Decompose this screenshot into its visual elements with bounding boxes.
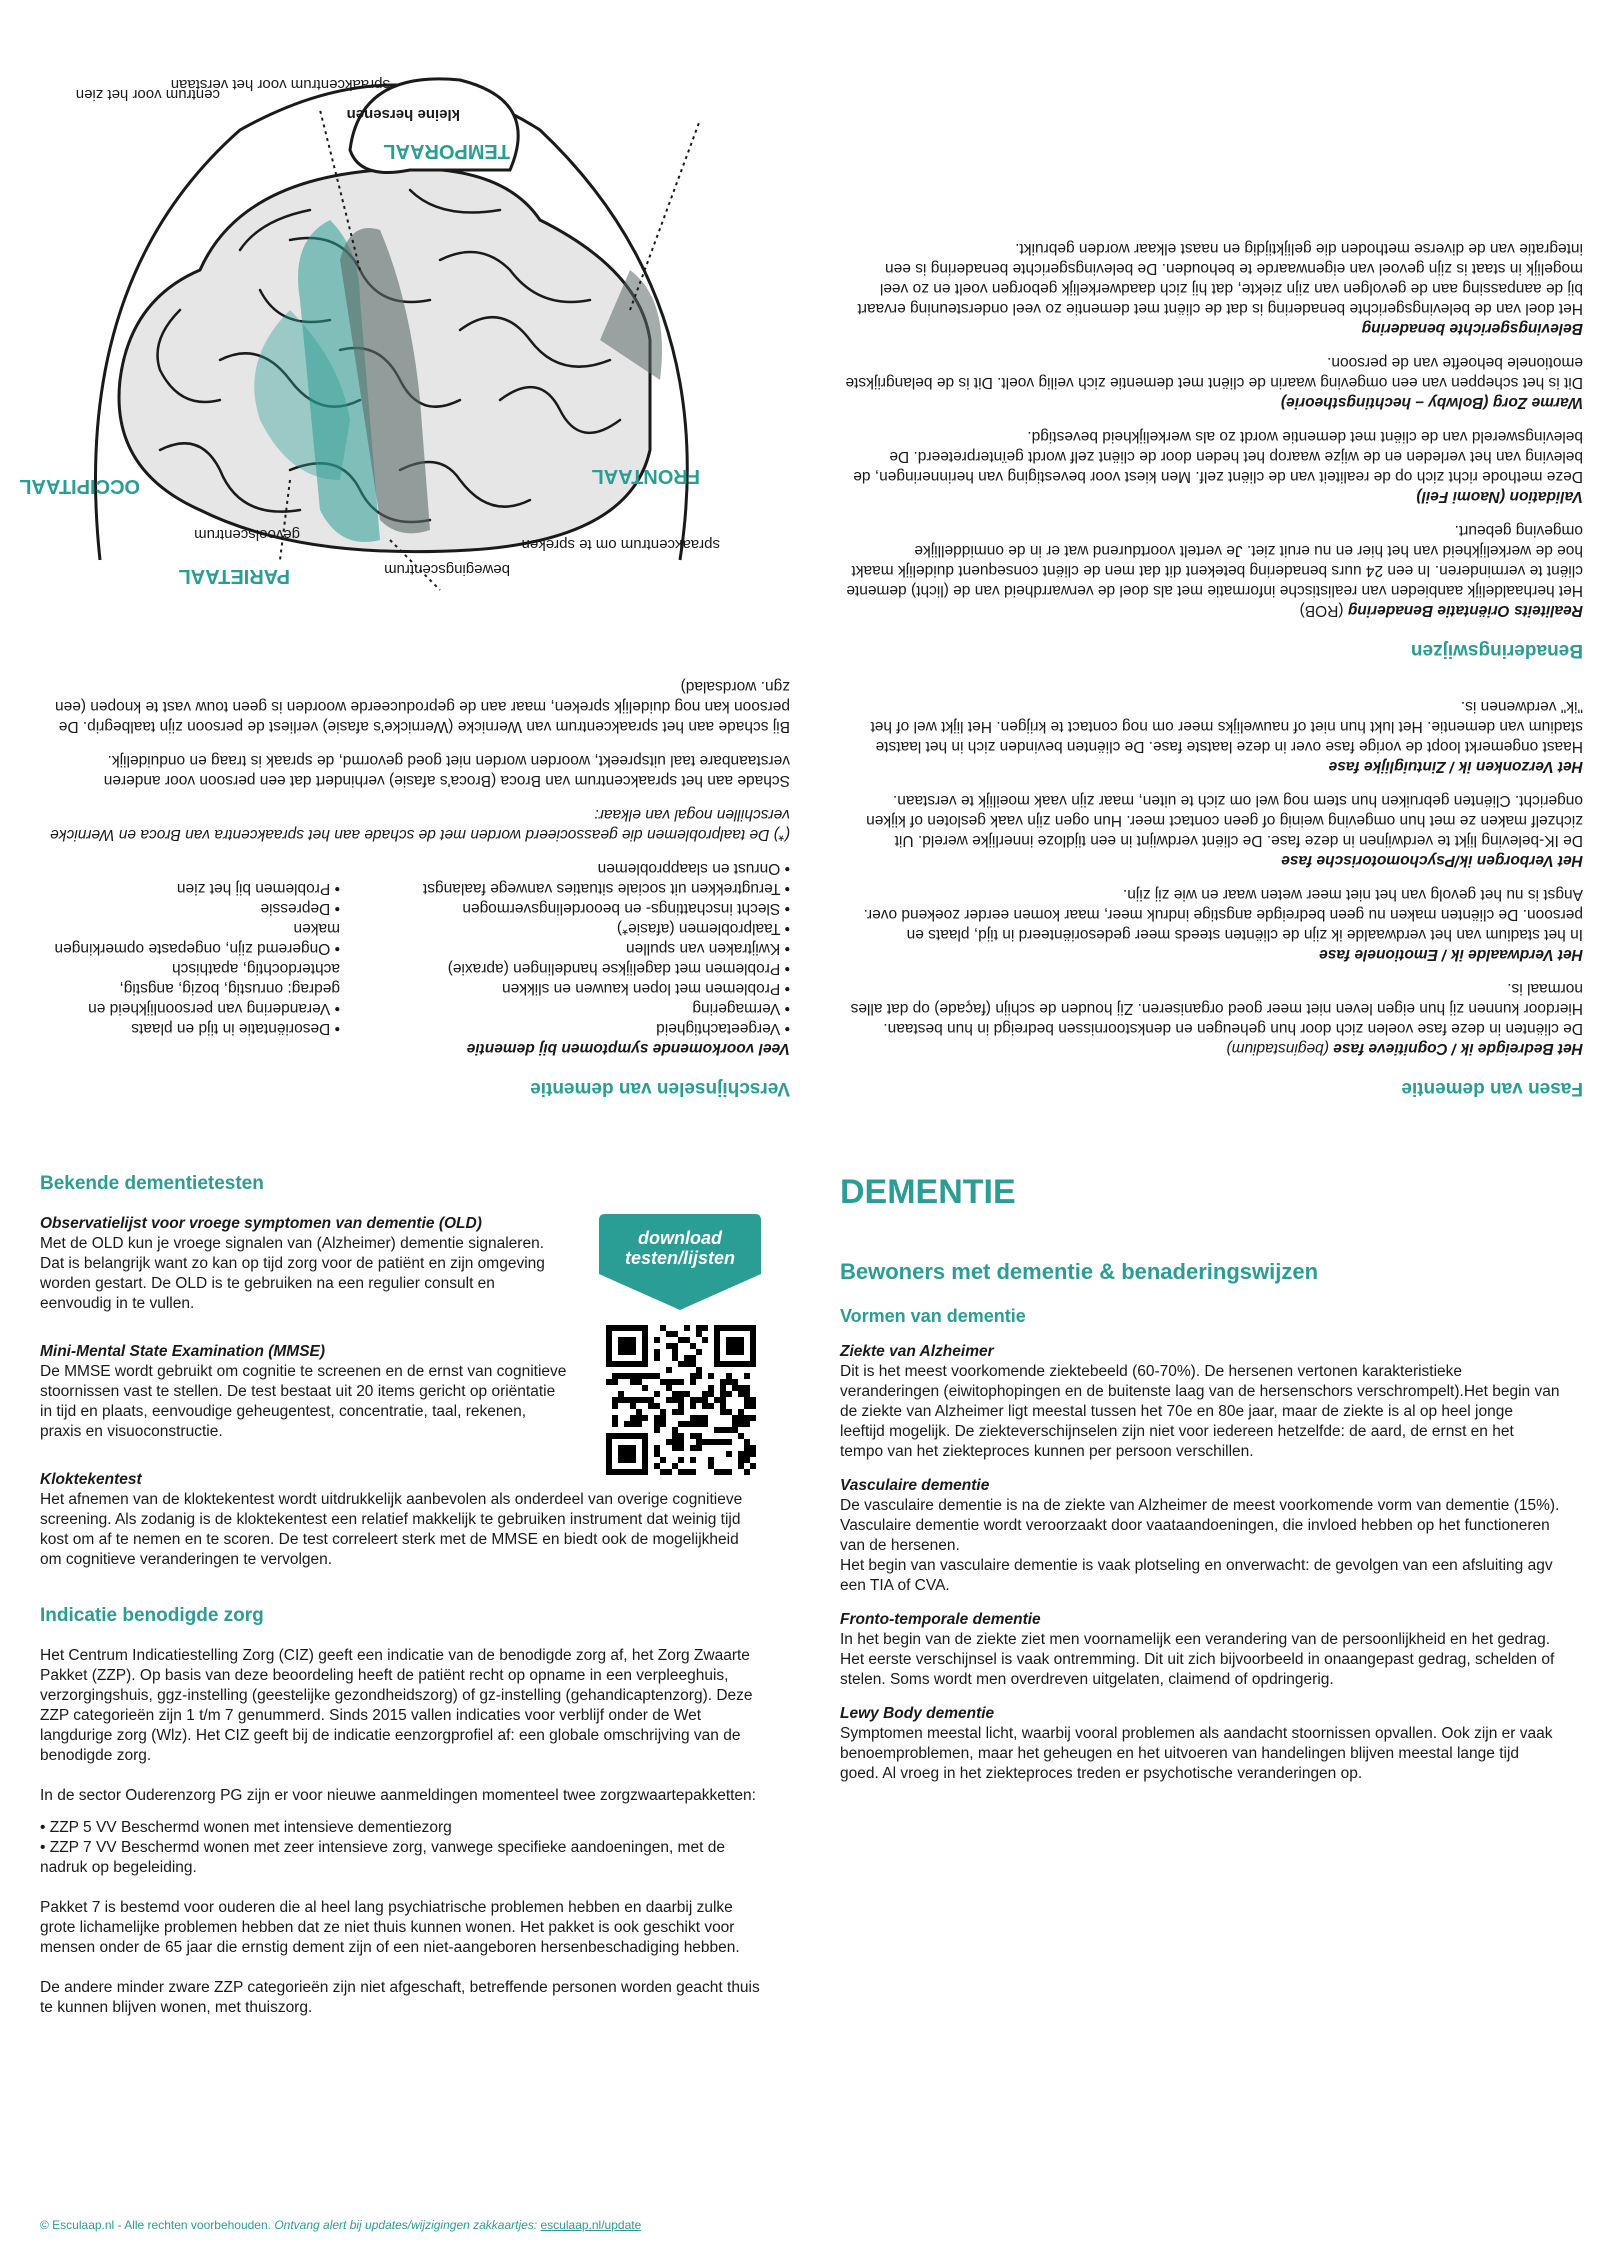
broca-text: Schade aan het spraakcentrum van Broca (Broca's afasie) verhindert dat een persoon voor anderen verstaanbare taal uitspreekt, woorden worden niet goed gevormd, de spraak is traag en onduidelijk. xyxy=(103,752,790,789)
fase-2-heading: Het Verdwaalde ik / Emotionele fase xyxy=(1319,946,1583,963)
benadering-2-heading: Validation (Naomi Feil) xyxy=(1416,488,1583,505)
fase-3-heading: Het Verborgen ik/Psychomotorische fase xyxy=(1281,852,1583,869)
benadering-4-text: Het doel van de belevingsgerichte benadering is dat de cliënt met dementie zo veel ondersteuning ervaart bij de aanpassing aan de gevolgen van zijn ziekte, dat hij zich daadwerkelijk geborgen voelt en zo veel mogelijk in staat is zijn gevoel van eigenwaarde te behouden. De belevingsgerichte benadering is een integratie van de diverse methoden die gelijktijdig en naast elkaar worden gebruikt. xyxy=(857,240,1583,317)
zorg-p2: In de sector Ouderenzorg PG zijn er voor nieuwe aanmeldingen momenteel twee zorgzwaartepakketten: xyxy=(40,1787,756,1804)
fasen-list xyxy=(845,696,1583,1058)
download-badge[interactable] xyxy=(599,1214,761,1312)
label-temporaal: TEMPORAAL xyxy=(383,140,510,162)
fase-1-heading: Het Bedreigde ik / Cognitieve fase xyxy=(1333,1040,1583,1057)
symptom-item: • Problemen bij het zien xyxy=(40,878,340,898)
main-title: DEMENTIE xyxy=(840,1173,1016,1211)
zzp-list xyxy=(40,1818,760,1878)
symptom-item: • Ongeremd zijn, ongepaste opmerkingen maken xyxy=(40,918,340,958)
lewy-text: Symptomen meestal licht, waarbij vooral problemen als aandacht stoornissen opvallen. Ook zijn er vaak benoemproblemen, maar het geheugen en het uitvoeren van handelingen blijven meestal lange tijd goed. Al vroeg in het ziekteproces treden er psychotische veranderingen op. xyxy=(840,1725,1553,1782)
label-occipitaal: OCCIPITAAL xyxy=(19,475,140,497)
footer-copyright: © Esculaap.nl - Alle rechten voorbehouden. xyxy=(40,2218,271,2232)
vormen-title: Vormen van dementie xyxy=(840,1306,1026,1326)
benadering-3-text: Dit is het scheppen van een omgeving waarin de cliënt met dementie zich veilig voelt. Dit is de belangrijkste emotionele behoefte van de persoon. xyxy=(845,354,1583,391)
symptom-item: • Problemen met dagelijkse handelingen (apraxie) xyxy=(370,958,790,978)
benadering-1-text: Het herhaaldelijk aanbieden van realistische informatie met als doel de verwarrdheid van de (licht) demente cliënt te verminderen. In een 24 uurs benadering betekent dit dat men de cliënt consequent duidelijk maakt hoe de werkelijkheid van het hier en nu eruit ziet. Je vertelt voortdurend wat er in de onmiddellijke omgeving gebeurt. xyxy=(846,522,1583,599)
fasen-title: Fasen van dementie xyxy=(1401,1078,1583,1099)
fase-1-text: De cliënten in deze fase voelen zich door hun geheugen en denkstoornissen bedreigd in hun bestaan. Hierdoor kunnen zij hun eigen leven niet meer goed organiseren. Zij houden de schijn (façade) op dat alles normaal is. xyxy=(850,980,1583,1037)
symptom-item: • Taalproblemen (afasie*) xyxy=(370,918,790,938)
alz-text: Dit is het meest voorkomende ziektebeeld (60-70%). De hersenen vertonen karakteristieke veranderingen (eiwitophopingen en de buitenste laag van de hersenschors verschrompelt).Het begin van de ziekte van Alzheimer ligt meestal tussen het 70e en 80e jaar, maar de ziekte is al op heel jonge leeftijd mogelijk. De ziekteverschijnselen zijn niet voor iedereen hetzelfde: de aard, de ernst en het tempo van het ziekteproces kunnen per persoon verschillen. xyxy=(840,1363,1560,1460)
zorg-p3: Pakket 7 is bestemd voor ouderen die al heel lang psychiatrische problemen hebben en daarbij zulke grote lichamelijke problemen hebben dat ze niet thuis kunnen wonen. Het pakket is ook geschikt voor mensen onder de 65 jaar die ernstig dement zijn of een niet-aangeboren hersenbeschadiging hebben. xyxy=(40,1899,740,1956)
symptom-item: • Vermagering xyxy=(370,998,790,1018)
footer-update-link[interactable]: esculaap.nl/update xyxy=(540,2218,642,2232)
benadering-2-text: Deze methode richt zich op de realiteit van de cliënt zelf. Men kiest voor bevestiging van herinneringen, de beleving van het verleden en de wijze waarop het heden door de cliënt zelf wordt geïnterpreteerd. De belevingswereld van de cliënt met dementie wordt zo als werkelijkheid bevestigd. xyxy=(853,428,1583,485)
fase-3-text: De IK-beleving lijkt te verdwijnen in deze fase. De cliënt verdwijnt in een tijdloze innerlijke wereld. Uit zichzelf maken ze met hun omgeving weinig of geen contact meer. Hun ogen zijn vaak gesloten of kijken ongericht. Cliënten gebruiken hun stem nog wel om zich te uiten, maar zijn vaak moeilijk te verstaan. xyxy=(866,792,1583,849)
symptom-list-1 xyxy=(370,858,790,1038)
zorg-p4: De andere minder zware ZZP categorieën zijn niet afgeschaft, betreffende personen worden geacht thuis te kunnen blijven wonen, met thuiszorg. xyxy=(40,1979,760,2016)
zorg-title: Indicatie benodigde zorg xyxy=(40,1605,264,1626)
symptom-list-2 xyxy=(40,858,340,1038)
vasc-heading: Vasculaire dementie xyxy=(840,1477,990,1494)
benadering-title: Benaderingswijzen xyxy=(1410,640,1583,661)
symptom-item: • Onrust en slaapproblemen xyxy=(370,858,790,878)
qr-code-icon xyxy=(606,1325,756,1475)
afasie-footnote: (*) De taalproblemen die geassocieerd worden met de schade aan het spraakcentra van Broca en Wernicke verschillen nogal van elkaar: xyxy=(50,806,790,843)
old-text: Met de OLD kun je vroege signalen van (Alzheimer) dementie signaleren. Dat is belangrijk want zo kan op tijd zorg voor de patiënt en zijn omgeving worden gestart. De OLD is te gebruiken na een regulier consult en eenvoudig in te vullen. xyxy=(40,1235,545,1312)
label-kleine-hersenen: kleine hersenen xyxy=(346,106,460,123)
symptom-item: • Verandering van persoonlijkheid en gedrag: onrustig, bozig, angstig, achterdochtig, apathisch xyxy=(40,958,340,1018)
verschijnselen-subtitle: Veel voorkomende symptomen bij dementie xyxy=(466,1040,790,1057)
fase-4-heading: Het Verzonken ik / Zintuiglijke fase xyxy=(1328,758,1583,775)
symptom-item: • Depressie xyxy=(40,898,340,918)
testen-title: Bekende dementietesten xyxy=(40,1173,264,1194)
fronto-heading: Fronto-temporale dementie xyxy=(840,1611,1041,1628)
sub-title: Bewoners met dementie & benaderingswijzen xyxy=(840,1259,1319,1284)
label-spraak-spreken: spraakcentrum om te spreken xyxy=(521,536,720,553)
benadering-1-note: (ROB) xyxy=(1299,602,1344,619)
verschijnselen-column xyxy=(28,620,790,1100)
qr-code[interactable] xyxy=(606,1325,756,1475)
wernicke-text: Bij schade aan het spraakcentrum van Wernicke (Wernicke's afasie) verliest de persoon zijn taalbegrip. De persoon kan nog duidelijk spreken, maar aan de geproduceerde woorden is geen touw vast te knopen (een zgn. wordsalad) xyxy=(54,678,790,735)
lewy-heading: Lewy Body dementie xyxy=(840,1705,995,1722)
footer xyxy=(40,2218,641,2232)
fasen-benadering-column xyxy=(845,30,1583,1100)
zorg-p1: Het Centrum Indicatiestelling Zorg (CIZ) geeft een indicatie van de benodigde zorg af, het Zorg Zwaarte Pakket (ZZP). Op basis van deze beoordeling heeft de patiënt recht op opname in een verpleeghuis, verzorgingshuis, ggz-instelling (geestelijke gezondheidszorg) of gz-instelling (gehandicaptenzorg). Deze ZZP categorieën zijn 1 t/m 7 genummerd. Sinds 2015 vallen indicaties voor verblijf onder de Wet langdurige zorg (Wlz). Het CIZ geeft bij de indicatie eenzorgprofiel af: een globale omschrijving van de benodigde zorg. xyxy=(40,1647,753,1764)
label-gevoelscentrum: gevoelscentrum xyxy=(194,526,300,543)
fase-2-text: In het stadium van het verdwaalde ik zijn de cliënten steeds meer gedesoriënteerd in tijd, plaats en persoon. De cliënten maken nu geen bedreigde angstige indruk meer, maar komen eerder zoekend over. Angst is nu het gevolg van het niet meer weten waar en wie zij zijn. xyxy=(863,886,1583,943)
klok-text: Het afnemen van de kloktekentest wordt uitdrukkelijk aanbevolen als onderdeel van overige cognitieve screening. Als zodanig is de kloktekentest een relatief makkelijk te gebruiken instrument dat weinig tijd kost om af te nemen en te scoren. De test correleert sterk met de MMSE en biedt ook de mogelijkheid om cognitieve veranderingen te vervolgen. xyxy=(40,1491,743,1568)
symptom-item: • Terugtrekken uit sociale situaties vanwege faalangst xyxy=(370,878,790,898)
fase-1-note: (beginstadium) xyxy=(1226,1040,1329,1057)
fronto-text: In het begin van de ziekte ziet men voornamelijk een verandering van de persoonlijkheid en het gedrag. Het eerste verschijnsel is vaak ontremming. Dit uit zich bijvoorbeeld in onaangepast gedrag, schelden of stelen. Soms wordt men overdreven uitgelaten, claimend of opdringerig. xyxy=(840,1631,1555,1688)
vasc-text-2: Het begin van vasculaire dementie is vaak plotseling en onverwacht: de gevolgen van een afsluiting agv een TIA of CVA. xyxy=(840,1557,1553,1594)
brain-illustration xyxy=(19,30,760,600)
brain-diagram xyxy=(19,30,760,600)
benadering-list xyxy=(845,238,1583,620)
footer-alert: Ontvang alert bij updates/wijzigingen zakkaartjes: xyxy=(274,2218,538,2232)
label-bewegingscentrum: bewegingscentrum xyxy=(384,561,510,578)
zzp5-item: • ZZP 5 VV Beschermd wonen met intensieve dementiezorg xyxy=(40,1818,760,1838)
zzp7-item: • ZZP 7 VV Beschermd wonen met zeer intensieve zorg, vanwege specifieke aandoeningen, met de nadruk op begeleiding. xyxy=(40,1838,760,1878)
symptom-item: • Slecht inschattings- en beoordelingsvermogen xyxy=(370,898,790,918)
symptom-item: • Problemen met lopen kauwen en slikken xyxy=(370,978,790,998)
klok-heading: Kloktekentest xyxy=(40,1471,142,1488)
old-heading: Observatielijst voor vroege symptomen van dementie (OLD) xyxy=(40,1215,482,1232)
label-spraak-verstaan: spraakcentrum voor het verstaan xyxy=(170,76,390,93)
label-frontaal: FRONTAAL xyxy=(591,465,700,487)
verschijnselen-title: Verschijnselen van dementie xyxy=(530,1078,790,1099)
mmse-text: De MMSE wordt gebruikt om cognitie te screenen en de ernst van cognitieve stoornissen vast te stellen. De test bestaat uit 20 items gericht op oriëntatie in tijd en plaats, eenvoudige geheugentest, concentratie, taal, rekenen, praxis en visuoconstructie. xyxy=(40,1363,567,1440)
benadering-4-heading: Belevingsgerichte benadering xyxy=(1361,320,1583,337)
right-column xyxy=(840,1172,1560,1784)
symptom-item: • Kwijtraken van spullen xyxy=(370,938,790,958)
symptom-item: • Vergeetachtigheid xyxy=(370,1018,790,1038)
label-centrum-zien: centrum voor het zien xyxy=(75,86,220,103)
benadering-1-heading: Realiteits Oriëntatie Benadering xyxy=(1347,602,1583,619)
symptom-item: • Desoriëntatie in tijd en plaats xyxy=(40,1018,340,1038)
benadering-3-heading: Warme Zorg (Bolwby – hechtingstheorie) xyxy=(1280,394,1583,411)
badge-label: download testen/lijsten xyxy=(624,1228,736,1268)
fase-4-text: Haast ongemerkt loopt de vorige fase over in deze laatste fase. De cliënten bevinden zich in het laatste stadium van dementie. Het lukt hun niet of nauwelijks meer om nog contact te krijgen. Het lijkt wel of het "ik" verdwenen is. xyxy=(870,698,1583,755)
mmse-heading: Mini-Mental State Examination (MMSE) xyxy=(40,1343,326,1360)
alz-heading: Ziekte van Alzheimer xyxy=(840,1343,994,1360)
vasc-text: De vasculaire dementie is na de ziekte van Alzheimer de meest voorkomende vorm van dementie (15%). Vasculaire dementie wordt veroorzaakt door vaataandoeningen, die invloed hebben op het functioneren van de hersenen. xyxy=(840,1497,1560,1554)
label-parietaal: PARIETAAL xyxy=(178,565,290,587)
